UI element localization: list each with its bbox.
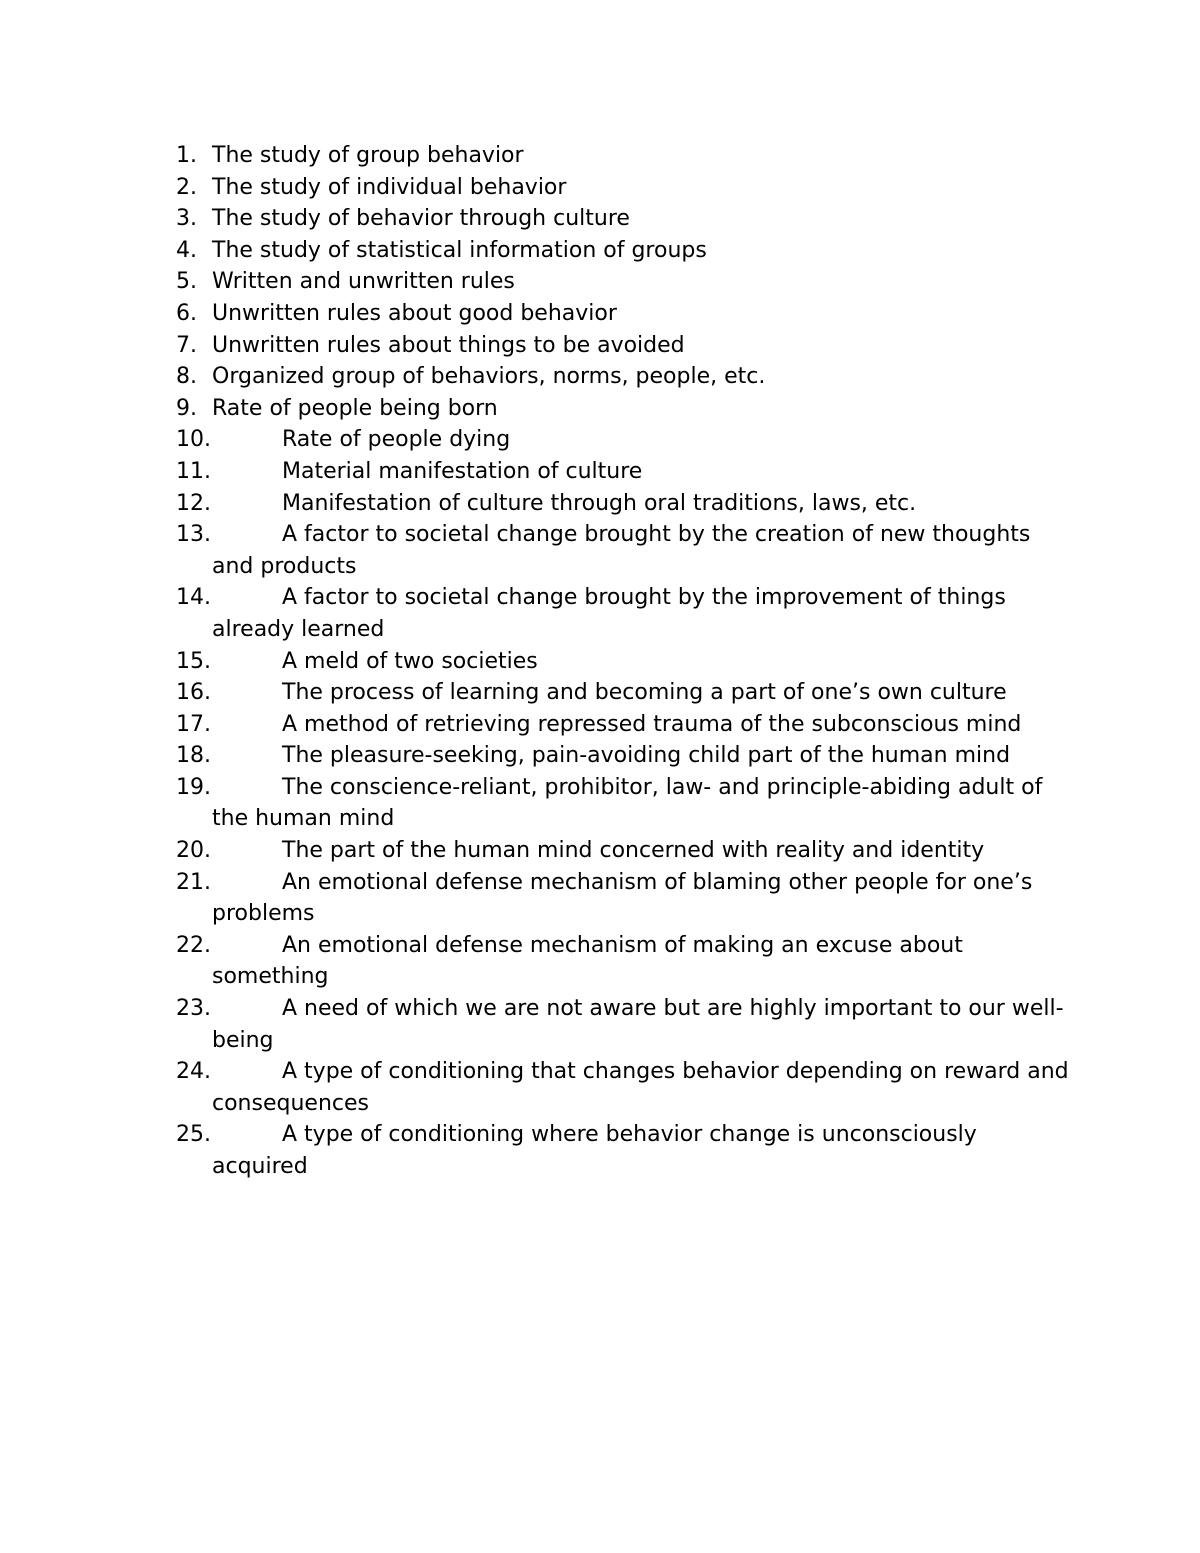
list-item [176, 740, 1076, 772]
list-item [176, 582, 1076, 645]
list-item-text: A need of which we are not aware but are highly important to our well-being [212, 996, 1064, 1053]
list-item [176, 235, 1076, 267]
list-item-text: A meld of two societies [282, 648, 538, 674]
list-item-number: 24. [176, 1059, 211, 1085]
list-item-number: 20. [176, 838, 211, 864]
list-item [176, 393, 1076, 425]
list-item-number: 14. [176, 585, 211, 611]
list-item-text: The process of learning and becoming a part of one’s own culture [282, 680, 1007, 706]
list-item [176, 361, 1076, 393]
list-item-number: 9. [176, 395, 197, 421]
list-item-text: Written and unwritten rules [212, 269, 515, 295]
list-item [176, 772, 1076, 835]
list-item [176, 930, 1076, 993]
list-item-number: 21. [176, 869, 211, 895]
list-item-text: The pleasure-seeking, pain-avoiding child part of the human mind [282, 743, 1011, 769]
list-item-text: A type of conditioning that changes behavior depending on reward and consequences [212, 1059, 1069, 1116]
list-item [176, 835, 1076, 867]
list-item-number: 10. [176, 427, 211, 453]
list-item-number: 1. [176, 143, 197, 168]
list-item-number: 6. [176, 300, 197, 326]
list-item-text: The study of group behavior [212, 143, 524, 168]
list-item-text: The study of statistical information of groups [212, 237, 707, 263]
list-item [176, 677, 1076, 709]
list-item-text: A factor to societal change brought by the creation of new thoughts and products [212, 522, 1031, 579]
list-item-text: Unwritten rules about good behavior [212, 300, 617, 326]
list-item [176, 266, 1076, 298]
list-item-number: 17. [176, 711, 211, 737]
definitions-list [176, 140, 1076, 1183]
list-item-number: 12. [176, 490, 211, 516]
list-item-number: 13. [176, 522, 211, 548]
list-item-number: 25. [176, 1122, 211, 1148]
list-item-number: 8. [176, 364, 197, 390]
list-item [176, 993, 1076, 1056]
list-item-number: 7. [176, 332, 197, 358]
list-item-text: Material manifestation of culture [282, 458, 643, 484]
list-item-text: Unwritten rules about things to be avoided [212, 332, 685, 358]
list-item-text: Rate of people dying [282, 427, 511, 453]
list-item-number: 4. [176, 237, 197, 263]
list-item-text: The study of individual behavior [212, 174, 567, 200]
list-item-text: A type of conditioning where behavior change is unconsciously acquired [212, 1122, 977, 1179]
list-item-text: The study of behavior through culture [212, 206, 630, 232]
list-item-number: 11. [176, 458, 211, 484]
list-item-number: 2. [176, 174, 197, 200]
list-item [176, 519, 1076, 582]
list-item-text: Rate of people being born [212, 395, 498, 421]
list-item-number: 22. [176, 932, 211, 958]
list-item-text: The part of the human mind concerned with reality and identity [282, 838, 985, 864]
list-item-number: 15. [176, 648, 211, 674]
list-item-text: The conscience-reliant, prohibitor, law- and principle-abiding adult of the human mind [212, 774, 1043, 832]
list-item-text: A factor to societal change brought by the improvement of things already learned [212, 585, 1006, 642]
list-item [176, 424, 1076, 456]
list-item [176, 298, 1076, 330]
list-item [176, 1056, 1076, 1119]
list-item-text: A method of retrieving repressed trauma of the subconscious mind [282, 711, 1022, 737]
list-item [176, 456, 1076, 488]
list-item [176, 1119, 1076, 1182]
list-item [176, 488, 1076, 520]
list-item [176, 646, 1076, 678]
list-item-text: An emotional defense mechanism of blaming other people for one’s problems [212, 869, 1033, 927]
list-item [176, 140, 1076, 172]
list-item [176, 172, 1076, 204]
list-item [176, 330, 1076, 362]
list-item-text: Manifestation of culture through oral traditions, laws, etc. [282, 490, 917, 516]
list-item-number: 5. [176, 269, 197, 295]
list-item [176, 867, 1076, 930]
list-item [176, 709, 1076, 741]
list-item-number: 19. [176, 774, 211, 800]
list-item-text: An emotional defense mechanism of making an excuse about something [212, 932, 963, 990]
list-item-number: 16. [176, 680, 211, 706]
list-item-text: Organized group of behaviors, norms, people, etc. [212, 364, 766, 390]
list-item-number: 23. [176, 996, 211, 1022]
list-item-number: 18. [176, 743, 211, 769]
list-item-number: 3. [176, 206, 197, 232]
list-item [176, 203, 1076, 235]
